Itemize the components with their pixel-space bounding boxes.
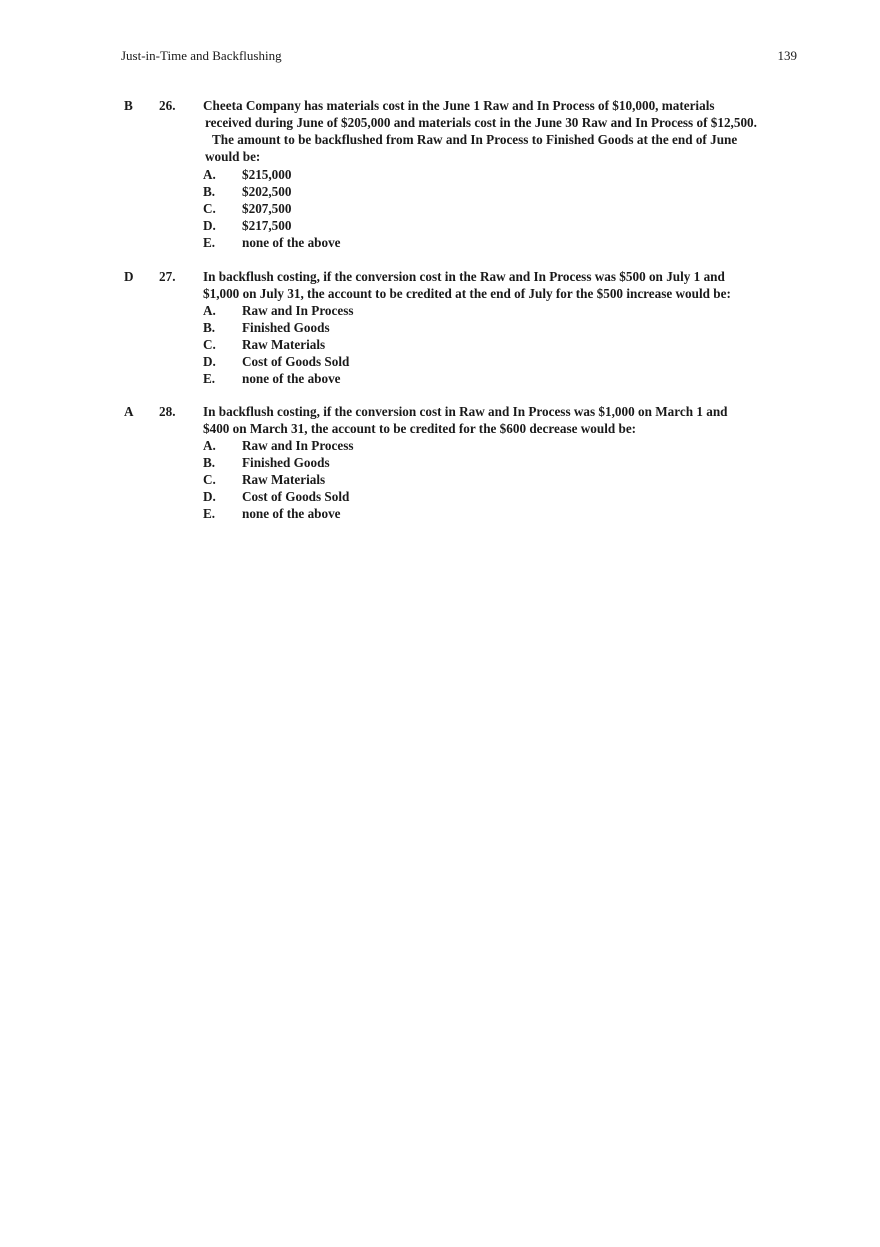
question-stem [203, 97, 803, 165]
option-letter: D. [203, 489, 216, 505]
stem-line: received during June of $205,000 and materials cost in the June 30 Raw and In Process of $12,500. [205, 115, 757, 131]
option-text: Raw Materials [242, 472, 326, 488]
option-letter: D. [203, 354, 216, 370]
option-text: $217,500 [242, 218, 292, 234]
option-text: none of the above [242, 506, 341, 522]
option-letter: A. [203, 438, 216, 453]
option-c [203, 200, 603, 217]
option-text: none of the above [242, 371, 341, 387]
stem-line: $400 on March 31, the account to be credited for the $600 decrease would be: [203, 421, 637, 437]
option-e [203, 370, 603, 387]
answer-options [203, 166, 603, 251]
option-letter: A. [203, 167, 216, 182]
option-text: Finished Goods [242, 455, 330, 471]
option-b [203, 183, 603, 200]
stem-line: Cheeta Company has materials cost in the June 1 Raw and In Process of $10,000, materials [203, 98, 715, 113]
option-letter: A. [203, 303, 216, 318]
question-stem [203, 403, 803, 437]
option-e [203, 234, 603, 251]
answer-key: B [124, 98, 133, 113]
answer-key: D [124, 269, 134, 284]
option-b [203, 319, 603, 336]
option-text: Raw and In Process [242, 303, 354, 318]
answer-key: A [124, 404, 134, 419]
option-text: none of the above [242, 235, 341, 251]
option-text: $215,000 [242, 167, 292, 182]
option-text: $207,500 [242, 201, 292, 217]
option-letter: C. [203, 472, 216, 488]
option-text: Cost of Goods Sold [242, 354, 350, 370]
running-header [121, 47, 797, 65]
question-number: 26. [159, 98, 176, 113]
stem-line: The amount to be backflushed from Raw and In Process to Finished Goods at the end of June [212, 132, 738, 148]
stem-line: $1,000 on July 31, the account to be credited at the end of July for the $500 increase would be: [203, 286, 731, 302]
option-text: Finished Goods [242, 320, 330, 336]
option-c [203, 471, 603, 488]
option-text: Raw and In Process [242, 438, 354, 453]
answer-options [203, 302, 603, 387]
option-d [203, 217, 603, 234]
option-letter: D. [203, 218, 216, 234]
option-d [203, 488, 603, 505]
chapter-title: Just-in-Time and Backflushing [121, 48, 282, 63]
option-text: Cost of Goods Sold [242, 489, 350, 505]
option-letter: E. [203, 235, 216, 251]
option-letter: C. [203, 337, 216, 353]
stem-line: In backflush costing, if the conversion cost in Raw and In Process was $1,000 on March 1 and [203, 404, 728, 419]
option-a [203, 437, 603, 454]
option-d [203, 353, 603, 370]
question-stem [203, 268, 803, 302]
option-c [203, 336, 603, 353]
option-letter: B. [203, 320, 216, 336]
option-a [203, 166, 603, 183]
stem-line: In backflush costing, if the conversion cost in the Raw and In Process was $500 on July 1 and [203, 269, 725, 284]
option-letter: B. [203, 455, 216, 471]
option-text: Raw Materials [242, 337, 326, 353]
page-number: 139 [777, 48, 797, 63]
option-text: $202,500 [242, 184, 292, 200]
option-letter: E. [203, 506, 216, 522]
option-b [203, 454, 603, 471]
answer-options [203, 437, 603, 522]
stem-line: would be: [205, 149, 261, 165]
option-a [203, 302, 603, 319]
question-number: 27. [159, 269, 176, 284]
option-letter: E. [203, 371, 216, 387]
question-number: 28. [159, 404, 176, 419]
option-letter: B. [203, 184, 216, 200]
option-letter: C. [203, 201, 216, 217]
option-e [203, 505, 603, 522]
